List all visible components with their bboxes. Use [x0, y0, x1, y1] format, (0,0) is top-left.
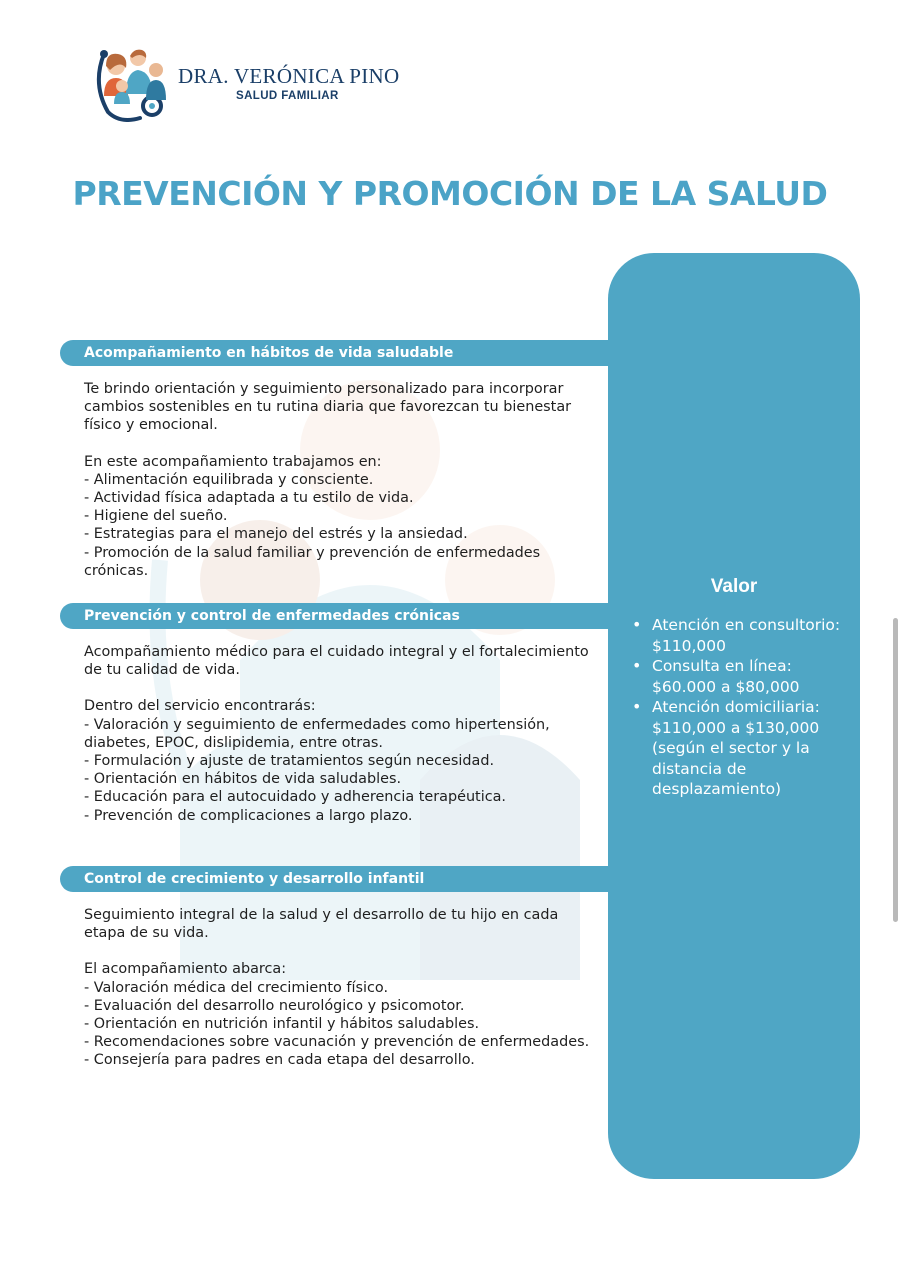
section-intro: Seguimiento integral de la salud y el desarrollo de tu hijo en cada etapa de su vida. [84, 907, 559, 942]
list-item: - Actividad física adaptada a tu estilo de vida. [84, 490, 414, 507]
list-item: - Alimentación equilibrada y consciente. [84, 471, 374, 488]
brand-logo [90, 44, 399, 122]
price-item: • Atención en consultorio: $110,000 [630, 615, 852, 656]
section-intro: Acompañamiento médico para el cuidado integral y el fortalecimiento de tu calidad de vida. [84, 644, 589, 679]
list-item: - Valoración y seguimiento de enfermedades como hipertensión, diabetes, EPOC, dislipidemia, entre otras. [84, 716, 550, 751]
list-item: - Prevención de complicaciones a largo plazo. [84, 807, 413, 824]
section-list-title: El acompañamiento abarca: [84, 961, 287, 978]
section-intro: Te brindo orientación y seguimiento personalizado para incorporar cambios sostenibles en tu rutina diaria que favorezcan tu bienestar físico y emocional. [84, 381, 572, 434]
list-item: - Higiene del sueño. [84, 508, 228, 525]
price-list [630, 615, 852, 800]
value-title: Valor [710, 576, 758, 597]
section-list-title: En este acompañamiento trabajamos en: [84, 453, 382, 470]
section-header-habits: Acompañamiento en hábitos de vida saludable [60, 340, 612, 366]
value-panel [608, 253, 860, 1179]
list-item: - Recomendaciones sobre vacunación y prevención de enfermedades. [84, 1034, 590, 1051]
brand-subtitle: SALUD FAMILIAR [236, 90, 339, 102]
section-body-child-growth [84, 906, 594, 1070]
section-header-chronic: Prevención y control de enfermedades crónicas [60, 603, 612, 629]
price-item: • Atención domiciliaria: $110,000 a $130,000 (según el sector y la distancia de desplazamiento) [630, 697, 852, 800]
price-item: • Consulta en línea: $60.000 a $80,000 [630, 656, 852, 697]
list-item: - Estrategias para el manejo del estrés y la ansiedad. [84, 526, 468, 543]
list-item: - Educación para el autocuidado y adherencia terapéutica. [84, 789, 507, 806]
brand-name: DRA. VERÓNICA PINO [178, 64, 400, 88]
list-item: - Orientación en nutrición infantil y hábitos saludables. [84, 1016, 480, 1033]
section-header-child-growth: Control de crecimiento y desarrollo infantil [60, 866, 612, 892]
section-body-chronic [84, 643, 594, 825]
section-list-title: Dentro del servicio encontrarás: [84, 698, 316, 715]
section-body-habits [84, 380, 594, 580]
list-item: - Orientación en hábitos de vida saludables. [84, 771, 402, 788]
family-stethoscope-icon [90, 44, 172, 122]
vertical-scrollbar[interactable] [893, 618, 898, 922]
list-item: - Valoración médica del crecimiento físico. [84, 979, 389, 996]
list-item: - Promoción de la salud familiar y prevención de enfermedades crónicas. [84, 544, 541, 579]
list-item: - Formulación y ajuste de tratamientos según necesidad. [84, 753, 495, 770]
list-item: - Evaluación del desarrollo neurológico y psicomotor. [84, 997, 465, 1014]
page-title: PREVENCIÓN Y PROMOCIÓN DE LA SALUD [72, 174, 828, 213]
list-item: - Consejería para padres en cada etapa del desarrollo. [84, 1052, 475, 1069]
